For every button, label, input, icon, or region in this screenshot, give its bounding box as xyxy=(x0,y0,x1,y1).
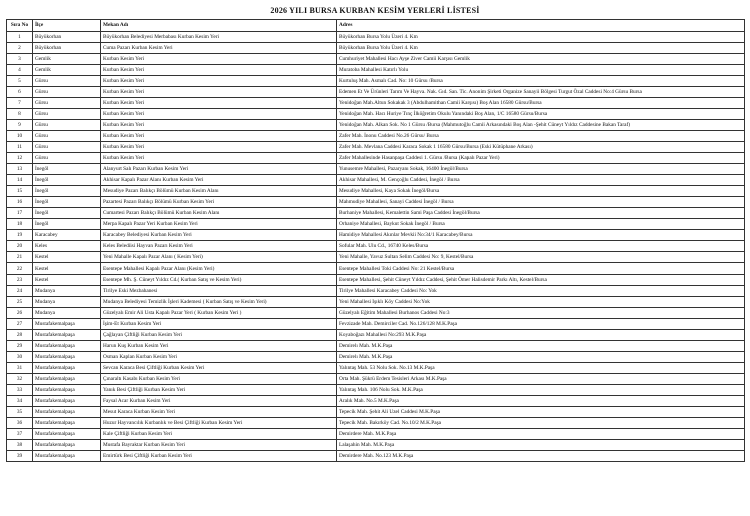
address-cell: Sofular Mah. Ulu Cd., 16740 Keles/Bursa xyxy=(337,241,745,252)
row-number-cell: 21 xyxy=(7,252,33,263)
district-cell: Mudanya xyxy=(33,307,101,318)
address-cell: Zafer Mah. İnonu Caddesi No.26 Gürsu/ Bursa xyxy=(337,130,745,141)
row-number-cell: 28 xyxy=(7,329,33,340)
table-row xyxy=(7,108,745,119)
district-cell: Mustafakemalpaşa xyxy=(33,362,101,373)
row-number-cell: 16 xyxy=(7,197,33,208)
venue-name-cell: Kurban Kesim Yeri xyxy=(101,108,337,119)
row-number-cell: 3 xyxy=(7,53,33,64)
table-row xyxy=(7,219,745,230)
address-cell: Muratoba Mahallesi Katırlı Yolu xyxy=(337,64,745,75)
row-number-cell: 11 xyxy=(7,141,33,152)
row-number-cell: 12 xyxy=(7,153,33,164)
district-cell: Mustafakemalpaşa xyxy=(33,440,101,451)
district-cell: İnegöl xyxy=(33,219,101,230)
row-number-cell: 6 xyxy=(7,86,33,97)
row-number-cell: 32 xyxy=(7,373,33,384)
district-cell: İnegöl xyxy=(33,186,101,197)
table-row xyxy=(7,241,745,252)
address-cell: Yalıntaş Mah. 53 Nolu Sok. No.13 M.K.Paşa xyxy=(337,362,745,373)
venue-name-cell: Pazartesi Pazarı Balıkçı Bölümü Kurban Kesim Yeri xyxy=(101,197,337,208)
table-row xyxy=(7,396,745,407)
table-row xyxy=(7,418,745,429)
district-cell: Gürsu xyxy=(33,108,101,119)
address-cell: Cumhuriyet Mahallesi Hacı Ayşe Ziver Camii Karşısı Gemlik xyxy=(337,53,745,64)
venue-name-cell: Büyükorhan Belediyesi Merbabası Kurban Kesim Yeri xyxy=(101,31,337,42)
district-cell: Mustafakemalpaşa xyxy=(33,318,101,329)
table-row xyxy=(7,75,745,86)
table-row xyxy=(7,208,745,219)
table-row xyxy=(7,175,745,186)
column-header-ilce: İlçe xyxy=(33,20,101,32)
district-cell: Gürsu xyxy=(33,153,101,164)
venue-name-cell: Karacabey Belediyesi Kurban Kesim Yeri xyxy=(101,230,337,241)
district-cell: Mustafakemalpaşa xyxy=(33,418,101,429)
table-header-row xyxy=(7,20,745,32)
venue-name-cell: Huzur Hayvancılık Kurbanlık ve Besi Çiftliği Kurban Kesim Yeri xyxy=(101,418,337,429)
district-cell: Mustafakemalpaşa xyxy=(33,373,101,384)
district-cell: İnegöl xyxy=(33,164,101,175)
district-cell: Keles xyxy=(33,241,101,252)
address-cell: Demirdere Mah. M.K.Paşa xyxy=(337,429,745,440)
venue-name-cell: Mustafa Bayraktar Kurban Kesim Yeri xyxy=(101,440,337,451)
venue-name-cell: Yanık Besi Çiftliği Kurban Kesim Yeri xyxy=(101,385,337,396)
venue-name-cell: Kurban Kesim Yeri xyxy=(101,53,337,64)
district-cell: Mudanya xyxy=(33,296,101,307)
address-cell: Tepecik Mah. Şehit Ali Uzel Caddesi M.K.Paşa xyxy=(337,407,745,418)
venue-name-cell: Alanyurt Salı Pazarı Kurban Kesim Yeri xyxy=(101,164,337,175)
district-cell: Mustafakemalpaşa xyxy=(33,340,101,351)
venue-name-cell: Akhisar Kapalı Pazar Alanı Kurban Kesim Yeri xyxy=(101,175,337,186)
table-row xyxy=(7,230,745,241)
district-cell: Gemlik xyxy=(33,53,101,64)
venue-name-cell: Esentepe Mahallesi Kapalı Pazar Alanı (Kesim Yeri) xyxy=(101,263,337,274)
row-number-cell: 30 xyxy=(7,351,33,362)
venue-name-cell: Güzelyalı Emir Ali Usta Kapalı Pazar Yeri ( Kurban Kesim Yeri ) xyxy=(101,307,337,318)
venue-name-cell: Mesut Karaca Kurban Kesim Yeri xyxy=(101,407,337,418)
address-cell: Büyükorhan Bursa Yolu Üzeri 4. Km xyxy=(337,31,745,42)
address-cell: Burhaniye Mahallesi, Kemalettin Sami Paşa Caddesi İnegöl/Bursa xyxy=(337,208,745,219)
address-cell: Edemen Et Ve Ürünleri Tarım Ve Hayva. Nak. Gıd. San. Tic. Anonim Şirketi Organize Sanayii Bölgesi Turgut Özal Caddesi No:4 Gürsu Bursa xyxy=(337,86,745,97)
table-body xyxy=(7,31,745,462)
table-row xyxy=(7,407,745,418)
address-cell: Güzelyalı Eğitim Mahallesi Burhanos Caddesi No:3 xyxy=(337,307,745,318)
row-number-cell: 18 xyxy=(7,219,33,230)
venue-name-cell: Yeni Mahalle Kapalı Pazar Alanı ( Kesim Yeri) xyxy=(101,252,337,263)
column-header-adres: Adres xyxy=(337,20,745,32)
column-header-mekan-adi: Mekan Adı xyxy=(101,20,337,32)
venue-name-cell: Kale Çiftliği Kurban Kesim Yeri xyxy=(101,429,337,440)
district-cell: İnegöl xyxy=(33,175,101,186)
table-row xyxy=(7,451,745,462)
venue-name-cell: Esentepe Mh. Ş. Cüneyt Yıldız Cd.( Kurban Satış ve Kesim Yeri) xyxy=(101,274,337,285)
address-cell: Yeni Mahallesi Işıklı Köy Caddesi No:Yok xyxy=(337,296,745,307)
row-number-cell: 2 xyxy=(7,42,33,53)
district-cell: Mustafakemalpaşa xyxy=(33,385,101,396)
district-cell: Mustafakemalpaşa xyxy=(33,429,101,440)
address-cell: Zafer Mahallesinde Hasanpaşa Caddesi 1. Gürsu /Bursa (Kapalı Pazar Yeri) xyxy=(337,153,745,164)
table-row xyxy=(7,329,745,340)
address-cell: Mesudiye Mahallesi, Kaya Sokak İnegöl/Bursa xyxy=(337,186,745,197)
address-cell: Zafer Mah. Mevlana Caddesi Karaca Sokak 1 16580 Gürsu/Bursa (Eski Kütüphane Arkası) xyxy=(337,141,745,152)
venue-name-cell: Kurban Kesim Yeri xyxy=(101,141,337,152)
address-cell: Tirilye Mahallesi Karacabey Caddesi No: Yok xyxy=(337,285,745,296)
row-number-cell: 26 xyxy=(7,307,33,318)
row-number-cell: 25 xyxy=(7,296,33,307)
district-cell: Mustafakemalpaşa xyxy=(33,451,101,462)
row-number-cell: 24 xyxy=(7,285,33,296)
column-header-sira-no: Sıra No xyxy=(7,20,33,32)
venue-name-cell: Mesudiye Pazarı Balıkçı Bölümü Kurban Kesim Alanı xyxy=(101,186,337,197)
venue-name-cell: Faysal Acar Kurban Kesim Yeri xyxy=(101,396,337,407)
row-number-cell: 35 xyxy=(7,407,33,418)
district-cell: Mustafakemalpaşa xyxy=(33,396,101,407)
district-cell: İnegöl xyxy=(33,197,101,208)
address-cell: Aralık Mah. No.5 M.K.Paşa xyxy=(337,396,745,407)
district-cell: Kestel xyxy=(33,274,101,285)
district-cell: Gürsu xyxy=(33,119,101,130)
address-cell: Demirelı Mah. M.K.Paşa xyxy=(337,340,745,351)
venue-name-cell: Mudanya Belediyesi Temizlik İşleri Kademesi ( Kurban Satış ve Kesim Yeri) xyxy=(101,296,337,307)
address-cell: Demirdere Mah. No.123 M.K.Paşa xyxy=(337,451,745,462)
venue-name-cell: Emirtürk Besi Çiftliği Kurban Kesim Yeri xyxy=(101,451,337,462)
row-number-cell: 37 xyxy=(7,429,33,440)
row-number-cell: 15 xyxy=(7,186,33,197)
row-number-cell: 19 xyxy=(7,230,33,241)
address-cell: Kurtuluş Mah. Asmalı Cad. No: 10 Gürsu /Bursa xyxy=(337,75,745,86)
district-cell: Gemlik xyxy=(33,64,101,75)
table-row xyxy=(7,351,745,362)
district-cell: Büyükorhan xyxy=(33,31,101,42)
venue-name-cell: Kurban Kesim Yeri xyxy=(101,75,337,86)
table-row xyxy=(7,130,745,141)
venue-name-cell: Osman Kaplan Kurban Kesim Yeri xyxy=(101,351,337,362)
venue-name-cell: Harun Kuş Kurban Kesim Yeri xyxy=(101,340,337,351)
district-cell: Mustafakemalpaşa xyxy=(33,351,101,362)
address-cell: Orta Mah. Şükrü Erdem Tesisleri Arkası M.K.Paşa xyxy=(337,373,745,384)
district-cell: Gürsu xyxy=(33,97,101,108)
table-row xyxy=(7,64,745,75)
document-title: 2026 YILI BURSA KURBAN KESİM YERLERİ LİSTESİ xyxy=(270,6,480,15)
address-cell: Yenidoğan Mah. Hacı Huriye Tınç İlköğretim Okulu Yanındaki Boş Alan, 1/C 16580 Gürsu/Bursa xyxy=(337,108,745,119)
district-cell: Büyükorhan xyxy=(33,42,101,53)
table-row xyxy=(7,141,745,152)
row-number-cell: 8 xyxy=(7,108,33,119)
address-cell: Esentepe Mahallesi Toki Caddesi No: 21 Kestel/Bursa xyxy=(337,263,745,274)
row-number-cell: 36 xyxy=(7,418,33,429)
address-cell: Fevzizade Mah. Demirciler Cad. No.126/128 M.K.Paşa xyxy=(337,318,745,329)
table-row xyxy=(7,119,745,130)
table-row xyxy=(7,318,745,329)
venue-name-cell: Çınaraltı Kasabı Kurban Kesim Yeri xyxy=(101,373,337,384)
table-row xyxy=(7,42,745,53)
table-row xyxy=(7,307,745,318)
address-cell: Hamidiye Mahallesi Akınlar Mevkii No:34/1 Karacabey/Bursa xyxy=(337,230,745,241)
venue-name-cell: Tirilye Eski Mezbahanesi xyxy=(101,285,337,296)
address-cell: Tepecik Mah. Bakırköy Cad. No.10/2 M.K.Paşa xyxy=(337,418,745,429)
address-cell: Büyükorhan Bursa Yolu Üzeri 4. Km xyxy=(337,42,745,53)
row-number-cell: 13 xyxy=(7,164,33,175)
district-cell: Mudanya xyxy=(33,285,101,296)
row-number-cell: 39 xyxy=(7,451,33,462)
address-cell: Yeni Mahalle, Yavuz Sultan Selim Caddesi No: 9, Kestel/Bursa xyxy=(337,252,745,263)
table-row xyxy=(7,164,745,175)
row-number-cell: 38 xyxy=(7,440,33,451)
district-cell: Gürsu xyxy=(33,141,101,152)
row-number-cell: 31 xyxy=(7,362,33,373)
district-cell: Gürsu xyxy=(33,75,101,86)
district-cell: Kestel xyxy=(33,252,101,263)
table-row xyxy=(7,385,745,396)
table-row xyxy=(7,186,745,197)
table-row xyxy=(7,252,745,263)
table-row xyxy=(7,86,745,97)
row-number-cell: 29 xyxy=(7,340,33,351)
table-row xyxy=(7,340,745,351)
district-cell: Karacabey xyxy=(33,230,101,241)
district-cell: Mustafakemalpaşa xyxy=(33,407,101,418)
address-cell: Yunusemre Mahallesi, Pazaryanı Sokak, 16400 İnegöl/Bursa xyxy=(337,164,745,175)
district-cell: Gürsu xyxy=(33,130,101,141)
table-row xyxy=(7,274,745,285)
row-number-cell: 4 xyxy=(7,64,33,75)
venue-name-cell: Çağlayan Çiftliği Kurban Kesim Yeri xyxy=(101,329,337,340)
district-cell: Gürsu xyxy=(33,86,101,97)
venue-name-cell: Cumartesi Pazarı Balıkçı Bölümü Kurban Kesim Alanı xyxy=(101,208,337,219)
row-number-cell: 20 xyxy=(7,241,33,252)
table-row xyxy=(7,362,745,373)
table-row xyxy=(7,429,745,440)
address-cell: Orhaniye Mahallesi, Baykut Sokak İnegöl / Bursa xyxy=(337,219,745,230)
address-cell: Yenidoğan Mah.Altun Sokakak 3 (Abdulhamithan Camii Karşısı) Boş Alan 16580 Gürsu/Bursa xyxy=(337,97,745,108)
venue-name-cell: Kurban Kesim Yeri xyxy=(101,86,337,97)
row-number-cell: 14 xyxy=(7,175,33,186)
table-row xyxy=(7,97,745,108)
row-number-cell: 9 xyxy=(7,119,33,130)
venue-name-cell: Keles Belediisi Hayvan Pazarı Kesim Yeri xyxy=(101,241,337,252)
row-number-cell: 7 xyxy=(7,97,33,108)
district-cell: Mustafakemalpaşa xyxy=(33,329,101,340)
table-row xyxy=(7,53,745,64)
row-number-cell: 22 xyxy=(7,263,33,274)
district-cell: İnegöl xyxy=(33,208,101,219)
table-row xyxy=(7,440,745,451)
row-number-cell: 10 xyxy=(7,130,33,141)
row-number-cell: 33 xyxy=(7,385,33,396)
table-row xyxy=(7,153,745,164)
table-row xyxy=(7,197,745,208)
address-cell: Mahmudiye Mahallesi, Sanayi Caddesi İnegöl / Bursa xyxy=(337,197,745,208)
row-number-cell: 27 xyxy=(7,318,33,329)
venue-name-cell: İşim-Et Kurban Kesim Yeri xyxy=(101,318,337,329)
venue-name-cell: Cuma Pazarı Kurban Kesim Yeri xyxy=(101,42,337,53)
row-number-cell: 17 xyxy=(7,208,33,219)
row-number-cell: 1 xyxy=(7,31,33,42)
venue-name-cell: Merpa Kapalı Pazar Yeri Kurban Kesim Yeri xyxy=(101,219,337,230)
address-cell: Koyaboğazı Mahallesi No:293 M.K.Paşa xyxy=(337,329,745,340)
table-row xyxy=(7,296,745,307)
address-cell: Demirelı Mah. M.K.Paşa xyxy=(337,351,745,362)
venue-name-cell: Sevcan Karaca Besi Çiftliği Kurban Kesim Yeri xyxy=(101,362,337,373)
district-cell: Kestel xyxy=(33,263,101,274)
address-cell: Esentepe Mahallesi, Şehit Cüneyt Yıldız Caddesi, Şehit Ömer Halisdemir Parkı Altı, Kestel/Bursa xyxy=(337,274,745,285)
row-number-cell: 5 xyxy=(7,75,33,86)
table-row xyxy=(7,373,745,384)
table-row xyxy=(7,285,745,296)
table-row xyxy=(7,31,745,42)
address-cell: Akhisar Mahallesi, M. Gençoğlu Caddesi, İnegöl / Bursa xyxy=(337,175,745,186)
slaughter-locations-table xyxy=(6,19,745,462)
venue-name-cell: Kurban Kesim Yeri xyxy=(101,130,337,141)
venue-name-cell: Kurban Kesim Yeri xyxy=(101,153,337,164)
table-row xyxy=(7,263,745,274)
venue-name-cell: Kurban Kesim Yeri xyxy=(101,64,337,75)
address-cell: Yenidoğan Mah. Alkan Sok. No 1 Gürsu /Bursa (Mahmutoğlu Camii Arkasındaki Boş Alan -Şehit Cüneyt Yıldız Caddesine Bakan Taraf) xyxy=(337,119,745,130)
address-cell: Yalıntaş Mah. 106 Nolu Sok. M.K.Paşa xyxy=(337,385,745,396)
venue-name-cell: Kurban Kesim Yeri xyxy=(101,97,337,108)
venue-name-cell: Kurban Kesim Yeri xyxy=(101,119,337,130)
address-cell: Lalaşahin Mah. M.K.Paşa xyxy=(337,440,745,451)
row-number-cell: 23 xyxy=(7,274,33,285)
row-number-cell: 34 xyxy=(7,396,33,407)
